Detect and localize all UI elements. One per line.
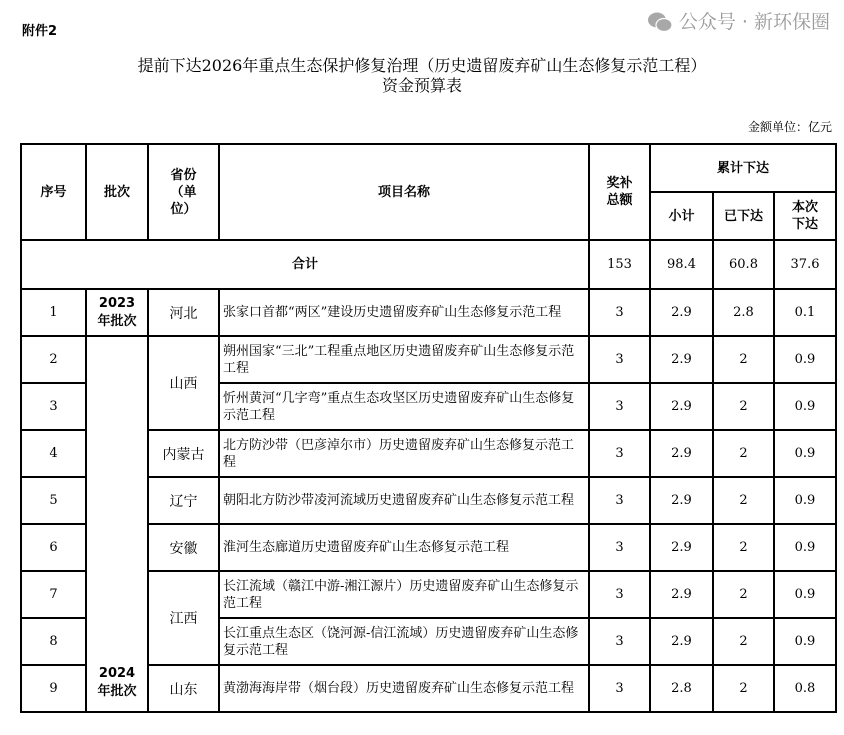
row-issued: 2 (713, 665, 774, 712)
document-title (0, 56, 844, 96)
title-line-2: 资金预算表 (381, 76, 462, 95)
row-total: 3 (589, 571, 650, 618)
row-total: 3 (589, 477, 650, 524)
amount-unit: 金额单位：亿元 (747, 120, 832, 134)
project-name: 淮河生态廊道历史遗留废弃矿山生态修复示范工程 (219, 524, 589, 571)
row-subtotal: 2.9 (650, 571, 713, 618)
header-cumulative: 累计下达 (650, 144, 836, 192)
row-total: 3 (589, 618, 650, 665)
row-total: 3 (589, 289, 650, 336)
row-seq: 2 (21, 336, 86, 383)
project-name: 张家口首都“两区”建设历史遗留废弃矿山生态修复示范工程 (219, 289, 589, 336)
row-current: 0.9 (774, 383, 836, 430)
project-name: 朔州国家“三北”工程重点地区历史遗留废弃矿山生态修复示范工程 (219, 336, 589, 383)
attachment-label: 附件2 (22, 24, 58, 39)
row-issued: 2 (713, 571, 774, 618)
header-province: 省份（单位） (148, 144, 219, 240)
row-subtotal: 2.9 (650, 289, 713, 336)
row-current: 0.8 (774, 665, 836, 712)
header-issued: 已下达 (713, 192, 774, 240)
row-issued: 2 (713, 430, 774, 477)
row-subtotal: 2.9 (650, 383, 713, 430)
sum-issued: 60.8 (713, 240, 774, 289)
row-seq: 3 (21, 383, 86, 430)
table-row (21, 289, 836, 336)
sum-current: 37.6 (774, 240, 836, 289)
row-issued: 2 (713, 383, 774, 430)
row-current: 0.9 (774, 477, 836, 524)
project-name: 长江流域（赣江中游-湘江源片）历史遗留废弃矿山生态修复示范工程 (219, 571, 589, 618)
row-issued: 2 (713, 477, 774, 524)
row-total: 3 (589, 430, 650, 477)
row-seq: 4 (21, 430, 86, 477)
header-project-name: 项目名称 (219, 144, 589, 240)
province-shanxi: 山西 (148, 336, 219, 430)
project-name: 北方防沙带（巴彦淖尔市）历史遗留废弃矿山生态修复示范工程 (219, 430, 589, 477)
row-total: 3 (589, 524, 650, 571)
row-total: 3 (589, 336, 650, 383)
province-anhui: 安徽 (148, 524, 219, 571)
wechat-icon (647, 11, 673, 33)
batch-2023: 2023年批次 (86, 289, 148, 336)
row-seq: 9 (21, 665, 86, 712)
row-issued: 2 (713, 336, 774, 383)
row-seq: 5 (21, 477, 86, 524)
project-name: 忻州黄河“几字弯”重点生态攻坚区历史遗留废弃矿山生态修复示范工程 (219, 383, 589, 430)
header-current: 本次下达 (774, 192, 836, 240)
project-name: 黄渤海海岸带（烟台段）历史遗留废弃矿山生态修复示范工程 (219, 665, 589, 712)
row-current: 0.9 (774, 524, 836, 571)
table-row (21, 336, 836, 383)
sum-subtotal: 98.4 (650, 240, 713, 289)
row-subtotal: 2.9 (650, 618, 713, 665)
province-shandong: 山东 (148, 665, 219, 712)
row-seq: 8 (21, 618, 86, 665)
province-hebei: 河北 (148, 289, 219, 336)
row-total: 3 (589, 665, 650, 712)
row-issued: 2.8 (713, 289, 774, 336)
row-total: 3 (589, 383, 650, 430)
project-name: 长江重点生态区（饶河源-信江流域）历史遗留废弃矿山生态修复示范工程 (219, 618, 589, 665)
batch-2024: 2024年批次 (86, 336, 148, 712)
row-current: 0.9 (774, 336, 836, 383)
header-total: 奖补总额 (589, 144, 650, 240)
row-subtotal: 2.9 (650, 524, 713, 571)
row-subtotal: 2.8 (650, 665, 713, 712)
project-name: 朝阳北方防沙带凌河流域历史遗留废弃矿山生态修复示范工程 (219, 477, 589, 524)
header-seq: 序号 (21, 144, 86, 240)
row-subtotal: 2.9 (650, 430, 713, 477)
header-batch: 批次 (86, 144, 148, 240)
header-subtotal: 小计 (650, 192, 713, 240)
province-jiangxi: 江西 (148, 571, 219, 665)
row-seq: 7 (21, 571, 86, 618)
row-issued: 2 (713, 618, 774, 665)
sum-total: 153 (589, 240, 650, 289)
province-liaoning: 辽宁 (148, 477, 219, 524)
row-seq: 6 (21, 524, 86, 571)
row-current: 0.1 (774, 289, 836, 336)
row-seq: 1 (21, 289, 86, 336)
row-current: 0.9 (774, 430, 836, 477)
title-line-1: 提前下达2026年重点生态保护修复治理（历史遗留废弃矿山生态修复示范工程） (137, 56, 707, 75)
row-current: 0.9 (774, 571, 836, 618)
row-current: 0.9 (774, 618, 836, 665)
province-neimenggu: 内蒙古 (148, 430, 219, 477)
row-subtotal: 2.9 (650, 336, 713, 383)
budget-table (20, 143, 837, 713)
row-subtotal: 2.9 (650, 477, 713, 524)
watermark (647, 10, 830, 34)
watermark-text: 公众号 · 新环保圈 (678, 11, 830, 33)
sum-label: 合计 (21, 240, 589, 289)
sum-row (21, 240, 836, 289)
row-issued: 2 (713, 524, 774, 571)
